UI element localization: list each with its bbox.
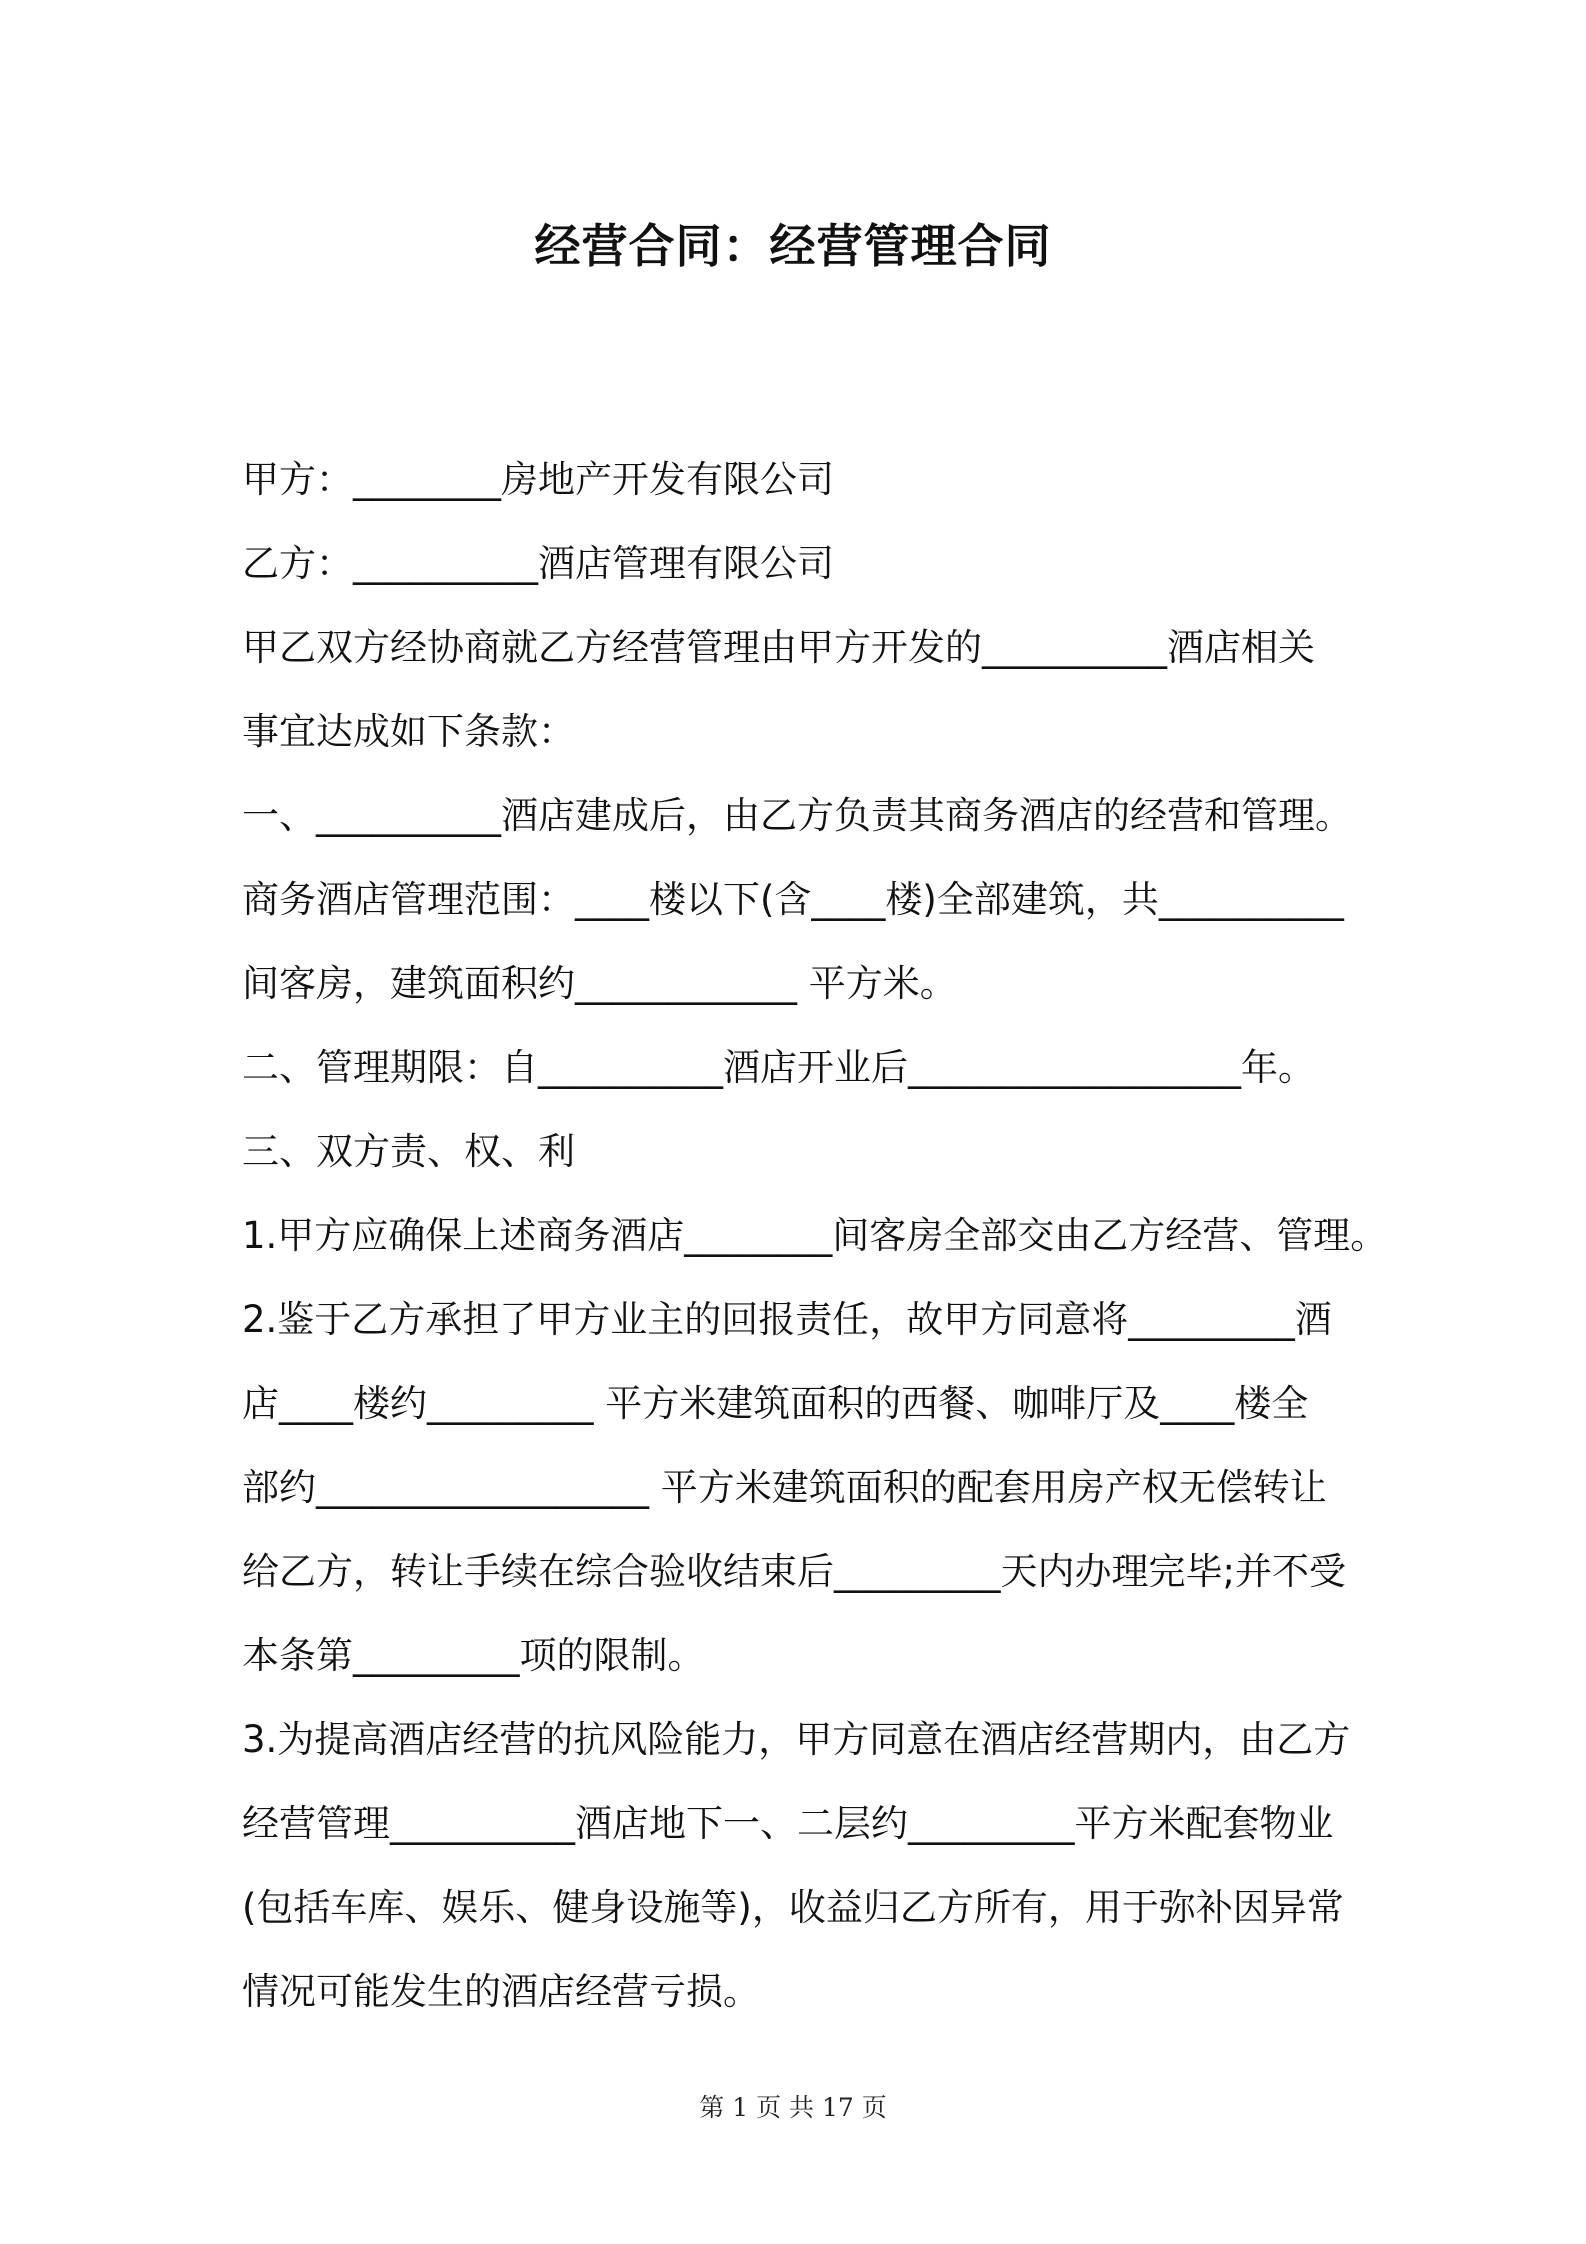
clause-2-line: 二、管理期限：自__________酒店开业后__________________年。 <box>242 1046 1315 1089</box>
item-1-line: 1.甲方应确保上述商务酒店________间客房全部交由乙方经营、管理。 <box>242 1214 1388 1257</box>
item-3-line-3: (包括车库、娱乐、健身设施等)，收益归乙方所有，用于弥补因异常 <box>242 1886 1344 1929</box>
clause-1-line-1: 一、__________酒店建成后，由乙方负责其商务酒店的经营和管理。 <box>242 794 1352 837</box>
item-2-line-5: 本条第_________项的限制。 <box>242 1634 705 1677</box>
page-number-footer: 第 1 页 共 17 页 <box>699 2093 887 2122</box>
item-2-line-4: 给乙方，转让手续在综合验收结束后_________天内办理完毕;并不受 <box>242 1550 1346 1593</box>
item-2-line-1: 2.鉴于乙方承担了甲方业主的回报责任，故甲方同意将_________酒 <box>242 1298 1332 1341</box>
page-title: 经营合同：经营管理合同 <box>534 219 1052 273</box>
preamble-line-1: 甲乙双方经协商就乙方经营管理由甲方开发的__________酒店相关 <box>242 626 1315 669</box>
item-3-line-2: 经营管理__________酒店地下一、二层约_________平方米配套物业 <box>242 1802 1334 1845</box>
clause-1-line-2: 商务酒店管理范围：____楼以下(含____楼)全部建筑，共__________ <box>242 878 1344 921</box>
contract-body <box>242 438 1402 2034</box>
clause-3-heading: 三、双方责、权、利 <box>242 1130 575 1173</box>
party-a-line: 甲方：________房地产开发有限公司 <box>242 458 834 501</box>
item-3-line-4: 情况可能发生的酒店经营亏损。 <box>242 1970 760 2013</box>
item-3-line-1: 3.为提高酒店经营的抗风险能力，甲方同意在酒店经营期内，由乙方 <box>242 1718 1351 1761</box>
clause-1-line-3: 间客房，建筑面积约____________ 平方米。 <box>242 962 957 1005</box>
item-2-line-2: 店____楼约_________ 平方米建筑面积的西餐、咖啡厅及____楼全 <box>242 1382 1309 1425</box>
preamble-line-2: 事宜达成如下条款： <box>242 710 575 753</box>
item-2-line-3: 部约__________________ 平方米建筑面积的配套用房产权无偿转让 <box>242 1466 1327 1509</box>
party-b-line: 乙方：__________酒店管理有限公司 <box>242 542 834 585</box>
